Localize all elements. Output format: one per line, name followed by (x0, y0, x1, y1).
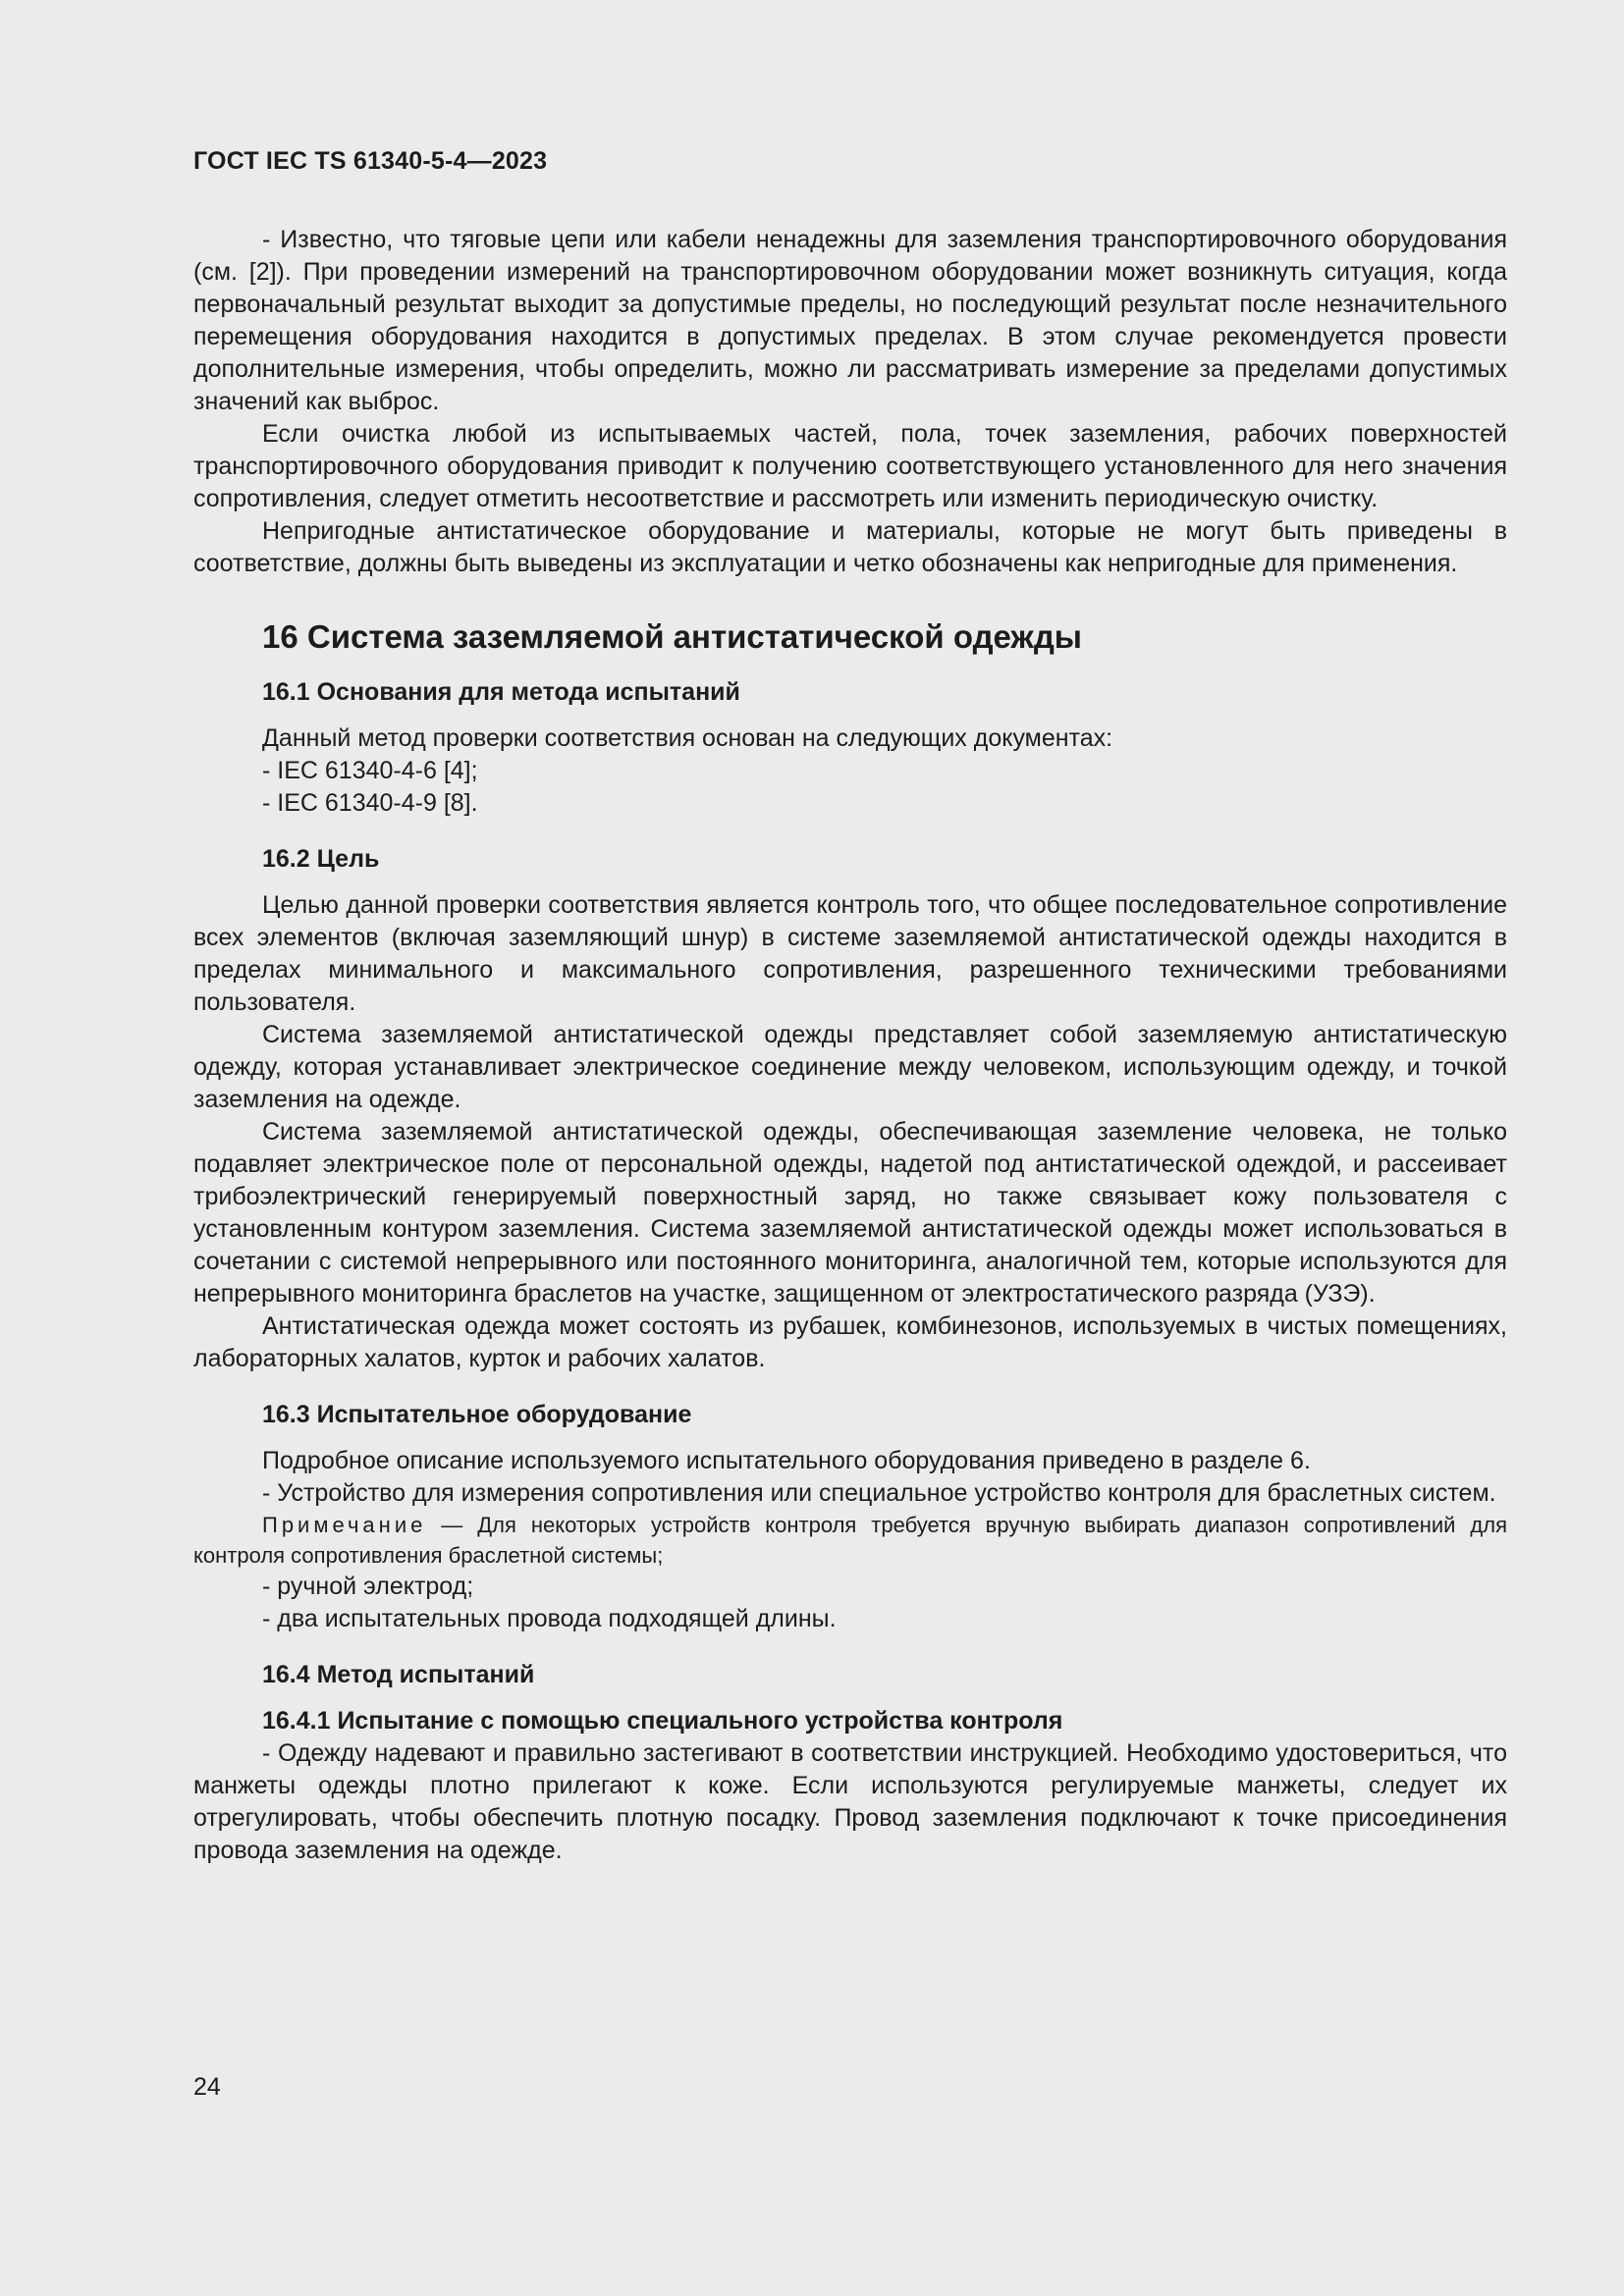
section-16-4-1-paragraph-1: - Одежду надевают и правильно застегивают в соответствии инструкцией. Необходимо удостовериться, что манжеты одежды плотно прилегают к коже. Если используются регулируемые манжеты, следует их отрегулировать, чтобы обеспечить плотную посадку. Провод заземления подключают к точке присоединения провода заземления на одежде. (193, 1739, 1507, 1864)
note (193, 1510, 1507, 1571)
standard-header: ГОСТ IEC TS 61340-5-4—2023 (193, 147, 548, 175)
intro-paragraph-2: Если очистка любой из испытываемых частей, пола, точек заземления, рабочих поверхностей транспортировочного оборудования приводит к получению соответствующего установленного для него значения сопротивления, следует отметить несоответствие и рассмотреть или изменить периодическую очистку. (193, 420, 1507, 512)
section-16-2-paragraph-3: Система заземляемой антистатической одежды, обеспечивающая заземление человека, не только подавляет электрическое поле от персональной одежды, надетой под антистатической одеждой, и рассеивает трибоэлектрический генерируемый поверхностный заряд, но также связывает кожу пользователя с установленным контуром заземления. Система заземляемой антистатической одежды может использоваться в сочетании с системой непрерывного или постоянного мониторинга, аналогичной тем, которые используются для непрерывного мониторинга браслетов на участке, защищенном от электростатического разряда (УЗЭ). (193, 1118, 1507, 1308)
intro-paragraph-3: Непригодные антистатическое оборудование и материалы, которые не могут быть приведены в соответствие, должны быть выведены из эксплуатации и четко обозначены как непригодные для применения. (193, 517, 1507, 577)
section-16-3-paragraph-1: Подробное описание используемого испытательного оборудования приведено в разделе 6. (262, 1447, 1311, 1474)
section-16-4-1-heading: 16.4.1 Испытание с помощью специального устройства контроля (262, 1707, 1063, 1735)
section-16-3-heading: 16.3 Испытательное оборудование (262, 1401, 692, 1428)
section-16-2-paragraph-4: Антистатическая одежда может состоять из рубашек, комбинезонов, используемых в чистых помещениях, лабораторных халатов, курток и рабочих халатов. (193, 1312, 1507, 1372)
page-content (193, 224, 1507, 1867)
note-text: — Для некоторых устройств контроля требуется вручную выбирать диапазон сопротивлений для контроля сопротивления браслетной системы; (193, 1513, 1507, 1568)
section-16-1-lead: Данный метод проверки соответствия основан на следующих документах: (262, 724, 1113, 752)
page-number: 24 (193, 2073, 221, 2101)
equipment-item: - два испытательных провода подходящей длины. (262, 1605, 837, 1632)
note-label: Примечание (262, 1513, 427, 1537)
section-16-2-paragraph-2: Система заземляемой антистатической одежды представляет собой заземляемую антистатическую одежду, которая устанавливает электрическое соединение между человеком, использующим одежду, и точкой заземления на одежде. (193, 1021, 1507, 1113)
section-16-2-paragraph-1: Целью данной проверки соответствия является контроль того, что общее последовательное сопротивление всех элементов (включая заземляющий шнур) в системе заземляемой антистатической одежды находится в пределах минимального и максимального сопротивления, разрешенного техническими требованиями пользователя. (193, 891, 1507, 1016)
reference-item: - IEC 61340-4-6 [4]; (262, 757, 478, 784)
intro-paragraph-1: - Известно, что тяговые цепи или кабели ненадежны для заземления транспортировочного оборудования (см. [2]). При проведении измерений на транспортировочном оборудовании может возникнуть ситуация, когда первоначальный результат выходит за допустимые пределы, но последующий результат после незначительного перемещения оборудования находится в допустимых пределах. В этом случае рекомендуется провести дополнительные измерения, чтобы определить, можно ли рассматривать измерение за пределами допустимых значений как выброс. (193, 226, 1507, 415)
reference-item: - IEC 61340-4-9 [8]. (262, 789, 478, 817)
section-16-3-paragraph-2: - Устройство для измерения сопротивления или специальное устройство контроля для браслетных систем. (262, 1479, 1496, 1507)
equipment-item: - ручной электрод; (262, 1573, 474, 1600)
section-16-heading: 16 Система заземляемой антистатической одежды (262, 618, 1082, 655)
section-16-2-heading: 16.2 Цель (262, 845, 380, 873)
section-16-4-heading: 16.4 Метод испытаний (262, 1661, 535, 1688)
section-16-1-heading: 16.1 Основания для метода испытаний (262, 678, 740, 706)
